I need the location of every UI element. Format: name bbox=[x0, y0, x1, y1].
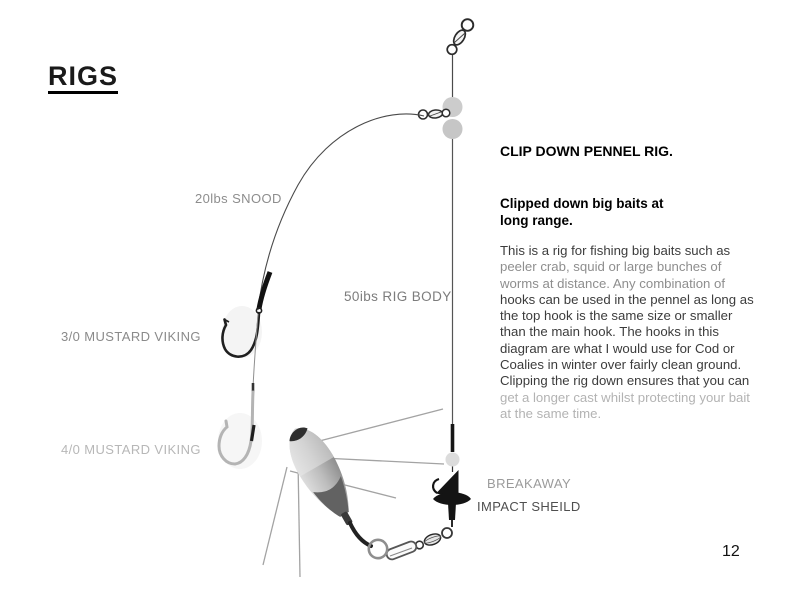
description-line: peeler crab, squid or large bunches of bbox=[500, 259, 722, 275]
lead-link-ring bbox=[369, 540, 387, 558]
page-number: 12 bbox=[722, 543, 740, 560]
subheading-line: long range. bbox=[500, 213, 573, 228]
top-swivel bbox=[447, 19, 473, 54]
snood-label: 20lbs SNOOD bbox=[195, 191, 282, 206]
rig-description bbox=[500, 243, 792, 422]
description-line: hooks can be used in the pennel as long as bbox=[500, 291, 754, 307]
subheading-line: Clipped down big baits at bbox=[500, 196, 664, 211]
snood-swivel bbox=[419, 109, 450, 119]
sinker-body bbox=[278, 419, 367, 534]
rig-subheading bbox=[500, 195, 792, 229]
top-hook-label: 3/0 MUSTARD VIKING bbox=[61, 329, 201, 344]
description-line: than the main hook. The hooks in this bbox=[500, 324, 719, 340]
page-title: RIGS bbox=[48, 62, 118, 94]
rig-heading: CLIP DOWN PENNEL RIG. bbox=[500, 143, 673, 159]
info-panel bbox=[500, 143, 792, 422]
sinker-tail-wire bbox=[350, 523, 371, 546]
description-line: This is a rig for fishing big baits such as bbox=[500, 243, 731, 258]
snood-line bbox=[258, 114, 424, 310]
breakaway-label: BREAKAWAY bbox=[487, 476, 572, 491]
description-line: worms at distance. Any combination of bbox=[500, 275, 726, 291]
bottom-hook-label: 4/0 MUSTARD VIKING bbox=[61, 442, 201, 457]
grip-wires bbox=[263, 409, 444, 577]
description-line: the top hook is the same size or smaller bbox=[500, 308, 733, 324]
impact-shield-label: IMPACT SHEILD bbox=[477, 499, 581, 514]
rig-body-label: 50ibs RIG BODY bbox=[344, 289, 452, 304]
description-line: get a longer cast whilst protecting your bait bbox=[500, 389, 750, 405]
description-line: Coalies in winter over fairly clean ground. bbox=[500, 357, 742, 373]
rig-beads bbox=[443, 97, 463, 139]
description-line: diagram are what I would use for Cod or bbox=[500, 340, 735, 356]
snap-swivel bbox=[369, 528, 452, 561]
breakaway-sinker bbox=[263, 409, 444, 577]
shield-bead bbox=[446, 453, 460, 467]
description-line: Clipping the rig down ensures that you can bbox=[500, 373, 750, 389]
description-line: at the same time. bbox=[500, 405, 602, 421]
